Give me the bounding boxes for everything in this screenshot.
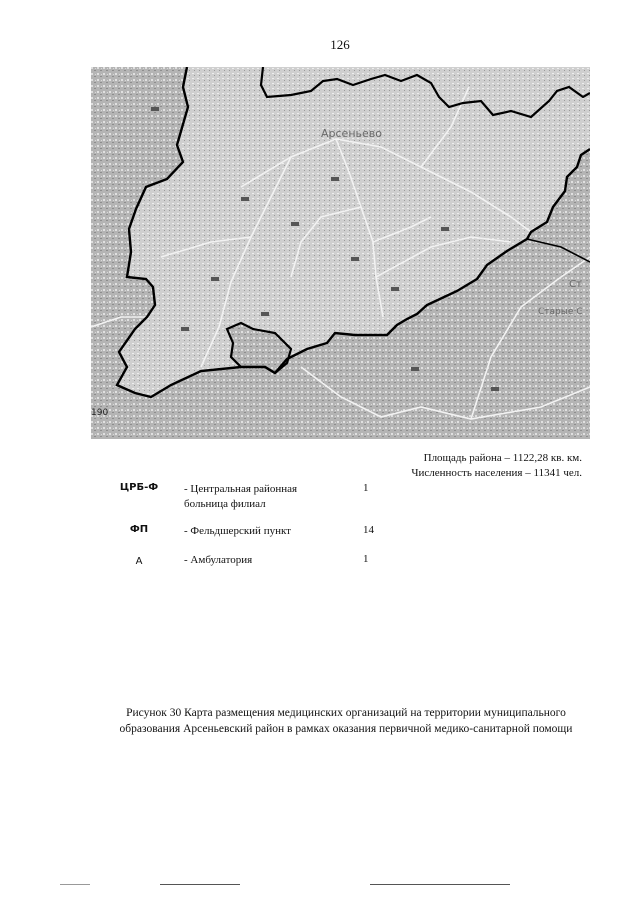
map-label-left-code: 190 bbox=[91, 408, 109, 418]
legend-description: - Фельдшерский пункт bbox=[184, 525, 291, 537]
figure-caption bbox=[90, 705, 602, 737]
scan-artifact-line bbox=[60, 884, 90, 885]
map-label-arsenyevo: Арсеньево bbox=[321, 127, 382, 140]
legend-description: - Амбулатория bbox=[184, 554, 253, 566]
district-map bbox=[91, 67, 590, 439]
legend-count: 1 bbox=[363, 482, 369, 494]
page-number: 126 bbox=[330, 37, 350, 52]
figure-caption-line-2: образования Арсеньевский район в рамках оказания первичной медико-санитарной помощи bbox=[119, 723, 573, 735]
district-map-graphic bbox=[91, 67, 590, 439]
map-label-right-2: Старые С bbox=[538, 307, 583, 317]
legend-description: - Центральная районная больница филиал bbox=[184, 483, 298, 510]
district-population-text: Численность населения – 11341 чел. bbox=[411, 467, 582, 479]
scan-artifact-line bbox=[370, 884, 510, 885]
legend-count: 1 bbox=[363, 553, 369, 565]
figure-caption-line-1: Рисунок 30 Карта размещения медицинских организаций на территории муниципального bbox=[126, 707, 566, 719]
map-label-right-1: Ст bbox=[569, 279, 582, 290]
legend-symbol-crb: ЦРБ-Ф bbox=[119, 482, 159, 493]
legend-symbol-ambulatory: А bbox=[135, 556, 143, 567]
district-area-text: Площадь района – 1122,28 кв. км. bbox=[423, 452, 582, 464]
legend-count: 14 bbox=[363, 524, 374, 536]
district-stats bbox=[411, 451, 582, 481]
scan-artifact-line bbox=[160, 884, 240, 885]
legend-symbol-fp: ФП bbox=[129, 524, 149, 535]
